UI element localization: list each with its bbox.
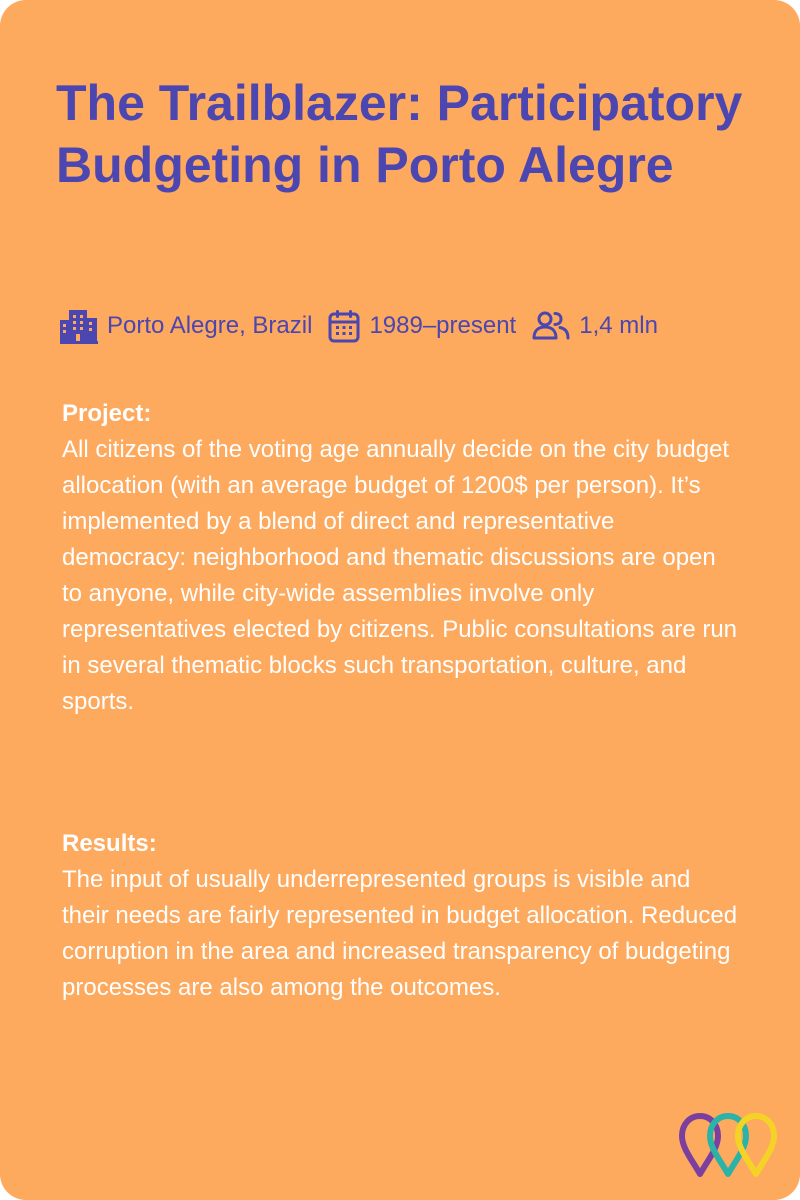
period-text: 1989–present (369, 312, 517, 339)
card-title: The Trailblazer: Participatory Budgeting in Porto Alegre (56, 75, 743, 193)
meta-row (60, 306, 658, 346)
project-body: All citizens of the voting age annually decide on the city budget allocation (with an average budget of 1200$ per person). It’s implemented by a blend of direct and representative democracy: neighborhood and thematic discussions are open to anyone, while city-wide assemblies involve only representatives elected by citizens. Public consultations are run in several thematic blocks such transportation, culture, and sports. (62, 436, 738, 715)
results-section (62, 826, 742, 1006)
project-section (62, 396, 742, 720)
meta-population (532, 311, 658, 341)
population-text: 1,4 mln (579, 312, 658, 339)
meta-period (328, 309, 532, 343)
project-heading: Project: (62, 400, 152, 427)
people-icon (532, 311, 570, 341)
results-body: The input of usually underrepresented groups is visible and their needs are fairly represented in budget allocation. Reduced corruption in the area and increased transparency of budgeting processes are also among the outcomes. (62, 866, 738, 1001)
location-pins-logo (678, 1098, 784, 1180)
calendar-icon (328, 309, 360, 343)
results-heading: Results: (62, 830, 157, 857)
location-text: Porto Alegre, Brazil (107, 312, 313, 339)
meta-location (60, 308, 328, 344)
city-buildings-icon (60, 308, 98, 344)
